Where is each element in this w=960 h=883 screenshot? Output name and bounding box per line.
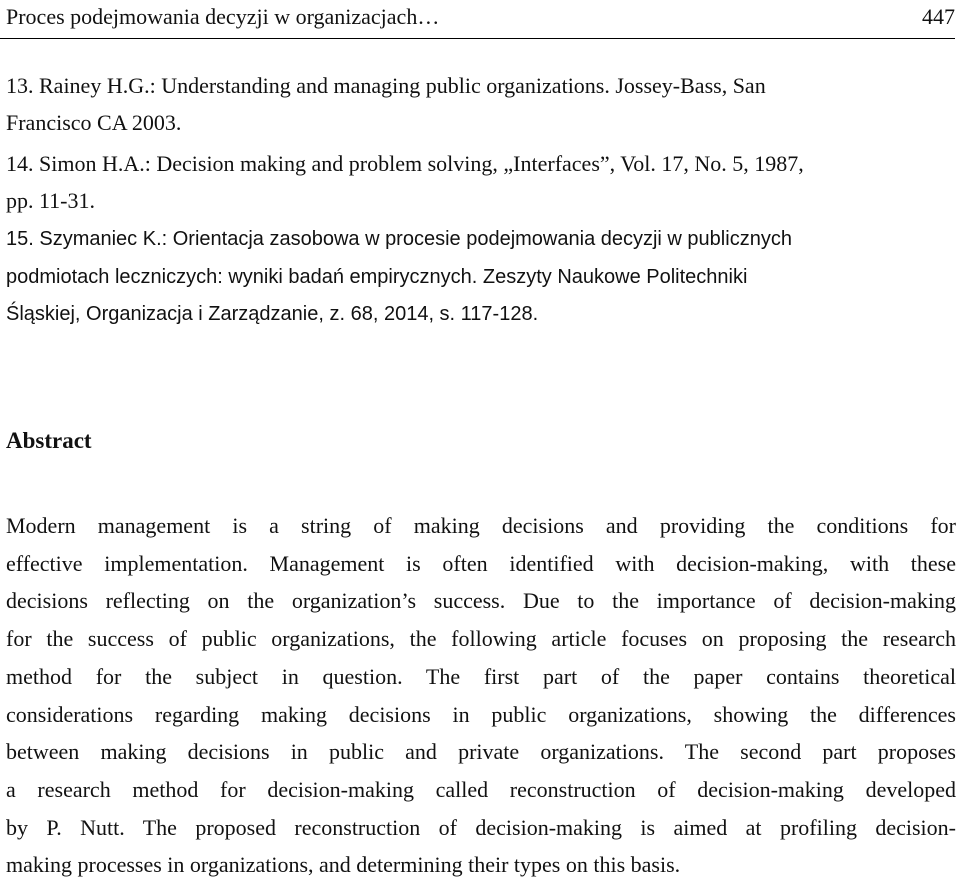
reference-13-line-2: Francisco CA 2003. (6, 110, 182, 135)
reference-13-line-1: 13. Rainey H.G.: Understanding and managing public organizations. Jossey-Bass, San (6, 73, 766, 98)
abstract-heading: Abstract (6, 428, 92, 453)
running-title: Proces podejmowania decyzji w organizacjach… (6, 4, 440, 29)
abstract-line: decisions reflecting on the organization’s success. Due to the importance of decision-making (6, 588, 956, 613)
reference-15-line-2: podmiotach leczniczych: wyniki badań empirycznych. Zeszyty Naukowe Politechniki (6, 266, 748, 288)
abstract-line: by P. Nutt. The proposed reconstruction of decision-making is aimed at profiling decision- (6, 815, 956, 840)
running-header (0, 0, 955, 39)
abstract-line: Modern management is a string of making decisions and providing the conditions for (6, 513, 956, 538)
abstract-line: considerations regarding making decisions in public organizations, showing the differences (6, 702, 956, 727)
abstract-line: making processes in organizations, and determining their types on this basis. (6, 852, 681, 877)
reference-15-line-1: 15. Szymaniec K.: Orientacja zasobowa w procesie podejmowania decyzji w publicznych (6, 228, 792, 250)
reference-15-line-3: Śląskiej, Organizacja i Zarządzanie, z. 68, 2014, s. 117-128. (6, 303, 539, 325)
abstract-line: method for the subject in question. The first part of the paper contains theoretical (6, 664, 956, 689)
abstract-line: for the success of public organizations, the following article focuses on proposing the research (6, 626, 956, 651)
reference-14-line-2: pp. 11-31. (6, 188, 96, 213)
abstract-line: between making decisions in public and private organizations. The second part proposes (6, 739, 956, 764)
reference-14-line-1: 14. Simon H.A.: Decision making and problem solving, „Interfaces”, Vol. 17, No. 5, 1987, (6, 151, 804, 176)
abstract-line: effective implementation. Management is often identified with decision-making, with these (6, 551, 956, 576)
abstract-line: a research method for decision-making called reconstruction of decision-making developed (6, 777, 956, 802)
page-number: 447 (922, 4, 955, 29)
